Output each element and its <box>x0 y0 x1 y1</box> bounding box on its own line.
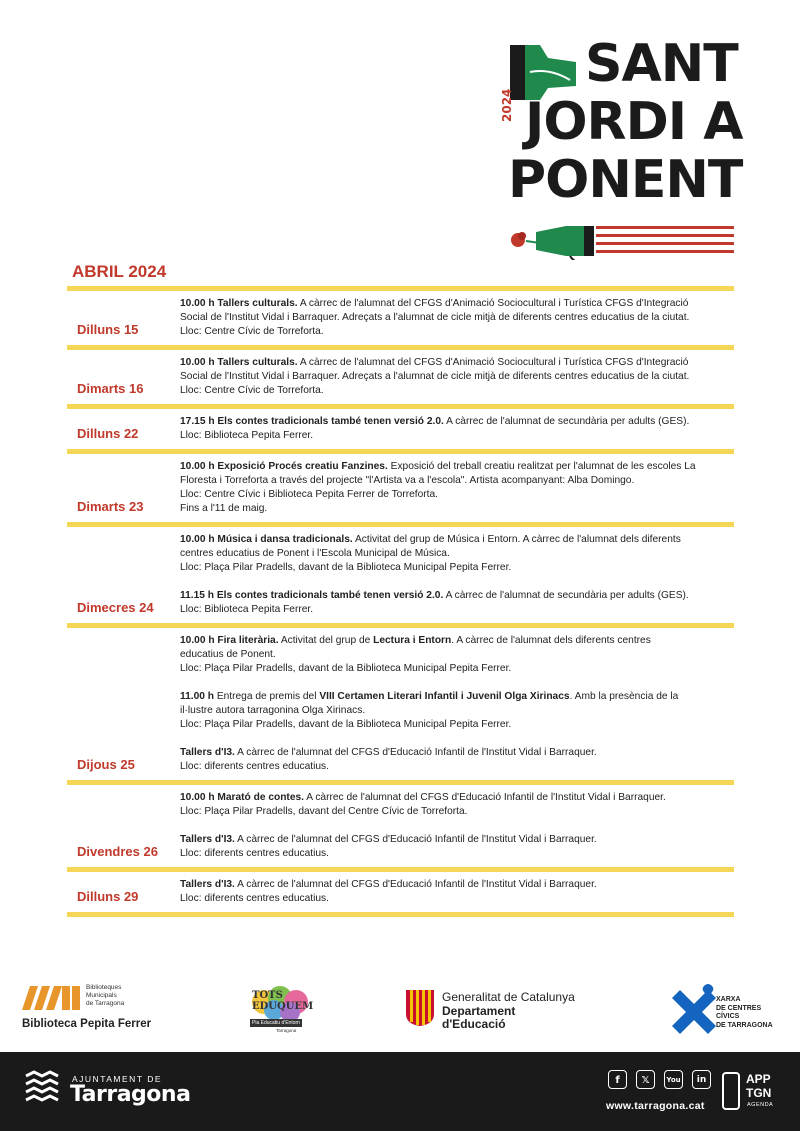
day-label: Dilluns 15 <box>77 322 139 337</box>
biblio-line-3: de Tarragona <box>86 1000 125 1007</box>
event-line: 10.00 h Tallers culturals. A càrrec de l'alumnat del CFGS d'Animació Sociocultural i Turística CFGS d'Integració <box>180 357 689 368</box>
facebook-icon[interactable]: f <box>608 1070 627 1089</box>
event-line: Lloc: diferents centres educatius. <box>180 848 329 859</box>
event-item <box>180 634 734 676</box>
event-line: 10.00 h Tallers culturals. A càrrec de l'alumnat del CFGS d'Animació Sociocultural i Turística CFGS d'Integració <box>180 298 689 309</box>
day-label: Dimarts 16 <box>77 381 144 396</box>
app-label-1[interactable]: APP <box>746 1072 771 1086</box>
tots-sub: Pla Educatiu d'Entorn <box>252 1020 300 1026</box>
biblio-line-1: Biblioteques <box>86 984 122 991</box>
linkedin-icon[interactable]: in <box>692 1070 711 1089</box>
schedule-row <box>67 522 734 623</box>
event-line: Lloc: diferents centres educatius. <box>180 893 329 904</box>
website-link[interactable]: www.tarragona.cat <box>606 1100 705 1112</box>
day-label: Dimarts 23 <box>77 499 144 514</box>
ajuntament-emblem-icon <box>22 1068 62 1108</box>
event-item <box>180 415 734 443</box>
schedule <box>67 286 734 917</box>
event-line: 10.00 h Fira literària. Activitat del grup de Lectura i Entorn. A càrrec de l'alumnat dels diferents centres <box>180 635 651 646</box>
event-line: Tallers d'I3. A càrrec de l'alumnat del CFGS d'Educació Infantil de l'Institut Vidal i Barraquer. <box>180 834 597 845</box>
schedule-row <box>67 780 734 867</box>
tots-title: TOTS EDUQUEM <box>252 990 314 1012</box>
xarxa-x-icon <box>668 984 716 1036</box>
schedule-row <box>67 449 734 522</box>
tots-eduquem-logo <box>246 986 324 1036</box>
event-line: 11.15 h Els contes tradicionals també tenen versió 2.0. A càrrec de l'alumnat de secundària per adults (GES). <box>180 590 689 601</box>
biblioteques-logo <box>22 984 162 1034</box>
event-item <box>180 356 734 398</box>
month-heading: ABRIL 2024 <box>72 262 167 281</box>
title-line-3: PONENT <box>508 150 743 210</box>
events-list <box>180 409 734 449</box>
event-line: educatius de Ponent. <box>180 649 276 660</box>
schedule-row <box>67 867 734 917</box>
schedule-row <box>67 623 734 780</box>
day-label: Dilluns 29 <box>77 889 139 904</box>
events-list <box>180 454 734 522</box>
event-line: 17.15 h Els contes tradicionals també tenen versió 2.0. A càrrec de l'alumnat de secundària per adults (GES). <box>180 416 690 427</box>
event-line: Lloc: Plaça Pilar Pradells, davant de la Biblioteca Municipal Pepita Ferrer. <box>180 562 512 573</box>
tots-city: Tarragona <box>276 1028 297 1033</box>
event-line: 11.00 h Entrega de premis del VIII Certamen Literari Infantil i Juvenil Olga Xirinacs. Amb la presència de la <box>180 691 679 702</box>
event-line: 10.00 h Música i dansa tradicionals. Activitat del grup de Música i Entorn. A càrrec de l'alumnat dels diferents <box>180 534 681 545</box>
event-line: Lloc: Biblioteca Pepita Ferrer. <box>180 430 314 441</box>
schedule-row <box>67 286 734 345</box>
event-item <box>180 833 734 861</box>
event-item <box>180 297 734 339</box>
xarxa-line-4: DE TARRAGONA <box>716 1021 773 1029</box>
events-list <box>180 785 734 867</box>
xarxa-text <box>716 996 773 1030</box>
x-icon[interactable]: 𝕏 <box>636 1070 655 1089</box>
event-line: Floresta i Torreforta a través del projecte "l'Artista va a l'escola". Artista acompanyant: Alba Domingo. <box>180 475 635 486</box>
app-label-3: AGENDA <box>747 1102 774 1108</box>
event-item <box>180 791 734 819</box>
event-line: Fins a l'11 de maig. <box>180 503 268 514</box>
event-line: Lloc: Centre Cívic de Torreforta. <box>180 385 324 396</box>
event-line: Lloc: Biblioteca Pepita Ferrer. <box>180 604 314 615</box>
event-item <box>180 690 734 732</box>
event-line: Lloc: diferents centres educatius. <box>180 761 329 772</box>
generalitat-logo <box>404 988 584 1031</box>
event-line: il·lustre autora tarragonina Olga Xirinacs. <box>180 705 366 716</box>
event-line: Lloc: Centre Cívic de Torreforta. <box>180 326 324 337</box>
rose-icon <box>511 232 540 247</box>
event-line: Lloc: Plaça Pilar Pradells, davant de la Biblioteca Municipal Pepita Ferrer. <box>180 719 512 730</box>
app-label-2[interactable]: TGN <box>746 1086 772 1100</box>
day-label: Dijous 25 <box>77 757 135 772</box>
events-list <box>180 350 734 404</box>
youtube-icon[interactable]: You <box>664 1070 683 1089</box>
biblioteques-icon <box>22 984 82 1012</box>
event-item <box>180 533 734 575</box>
event-item <box>180 878 734 906</box>
footer <box>0 1052 800 1131</box>
event-item <box>180 460 734 516</box>
schedule-row <box>67 404 734 449</box>
day-label: Dimecres 24 <box>77 600 154 615</box>
event-line: Lloc: Plaça Pilar Pradells, davant de la Biblioteca Municipal Pepita Ferrer. <box>180 663 512 674</box>
gencat-line-2: Departament <box>442 1004 516 1018</box>
event-line: Social de l'Institut Vidal i Barraquer. Adreçats a l'alumnat de cicle mitjà de diferents centres educatius de la ciutat. <box>180 371 690 382</box>
green-pen-bottom-icon <box>536 226 594 260</box>
event-line: centres educatius de Ponent i l'Escola Municipal de Música. <box>180 548 450 559</box>
events-list <box>180 527 734 623</box>
biblio-line-2: Municipals <box>86 992 117 999</box>
event-item <box>180 746 734 774</box>
event-line: Lloc: Centre Cívic i Biblioteca Pepita Ferrer de Torreforta. <box>180 489 439 500</box>
biblioteca-name: Biblioteca Pepita Ferrer <box>22 1018 152 1030</box>
events-list <box>180 872 734 912</box>
phone-icon <box>722 1072 740 1110</box>
gencat-line-1: Generalitat de Catalunya <box>442 990 575 1004</box>
xarxa-line-1: XARXA <box>716 996 741 1003</box>
year-label: 2024 <box>500 88 514 122</box>
events-list <box>180 628 734 780</box>
xarxa-line-3: CÍVICS <box>716 1013 740 1020</box>
event-line: 10.00 h Exposició Procés creatiu Fanzines. Exposició del treball creatiu realitzat per l'alumnat de les escoles La <box>180 461 696 472</box>
generalitat-shield-icon <box>404 988 436 1028</box>
senyera-stripes <box>596 226 734 253</box>
schedule-row <box>67 345 734 404</box>
day-label: Divendres 26 <box>77 844 158 859</box>
gencat-line-3: d'Educació <box>442 1017 506 1031</box>
biblioteques-text <box>86 984 124 1008</box>
event-line: Tallers d'I3. A càrrec de l'alumnat del CFGS d'Educació Infantil de l'Institut Vidal i Barraquer. <box>180 879 597 890</box>
day-label: Dilluns 22 <box>77 426 139 441</box>
event-line: Tallers d'I3. A càrrec de l'alumnat del CFGS d'Educació Infantil de l'Institut Vidal i Barraquer. <box>180 747 597 758</box>
event-line: Lloc: Plaça Pilar Pradells, davant del Centre Cívic de Torreforta. <box>180 806 468 817</box>
event-line: 10.00 h Marató de contes. A càrrec de l'alumnat del CFGS d'Educació Infantil de l'Institut Vidal i Barraquer. <box>180 792 666 803</box>
xarxa-line-2: DE CENTRES <box>716 1004 762 1012</box>
event-item <box>180 589 734 617</box>
event-line: Social de l'Institut Vidal i Barraquer. Adreçats a l'alumnat de cicle mitjà de diferents centres educatius de la ciutat. <box>180 312 690 323</box>
tarragona-label: Tarragona <box>70 1082 191 1107</box>
events-list <box>180 291 734 345</box>
xarxa-centres-civics-logo <box>668 984 788 1036</box>
title-line-1: SANT <box>585 34 738 94</box>
title-line-2: JORDI A <box>525 92 743 152</box>
ajuntament-label: AJUNTAMENT DE <box>72 1074 163 1084</box>
